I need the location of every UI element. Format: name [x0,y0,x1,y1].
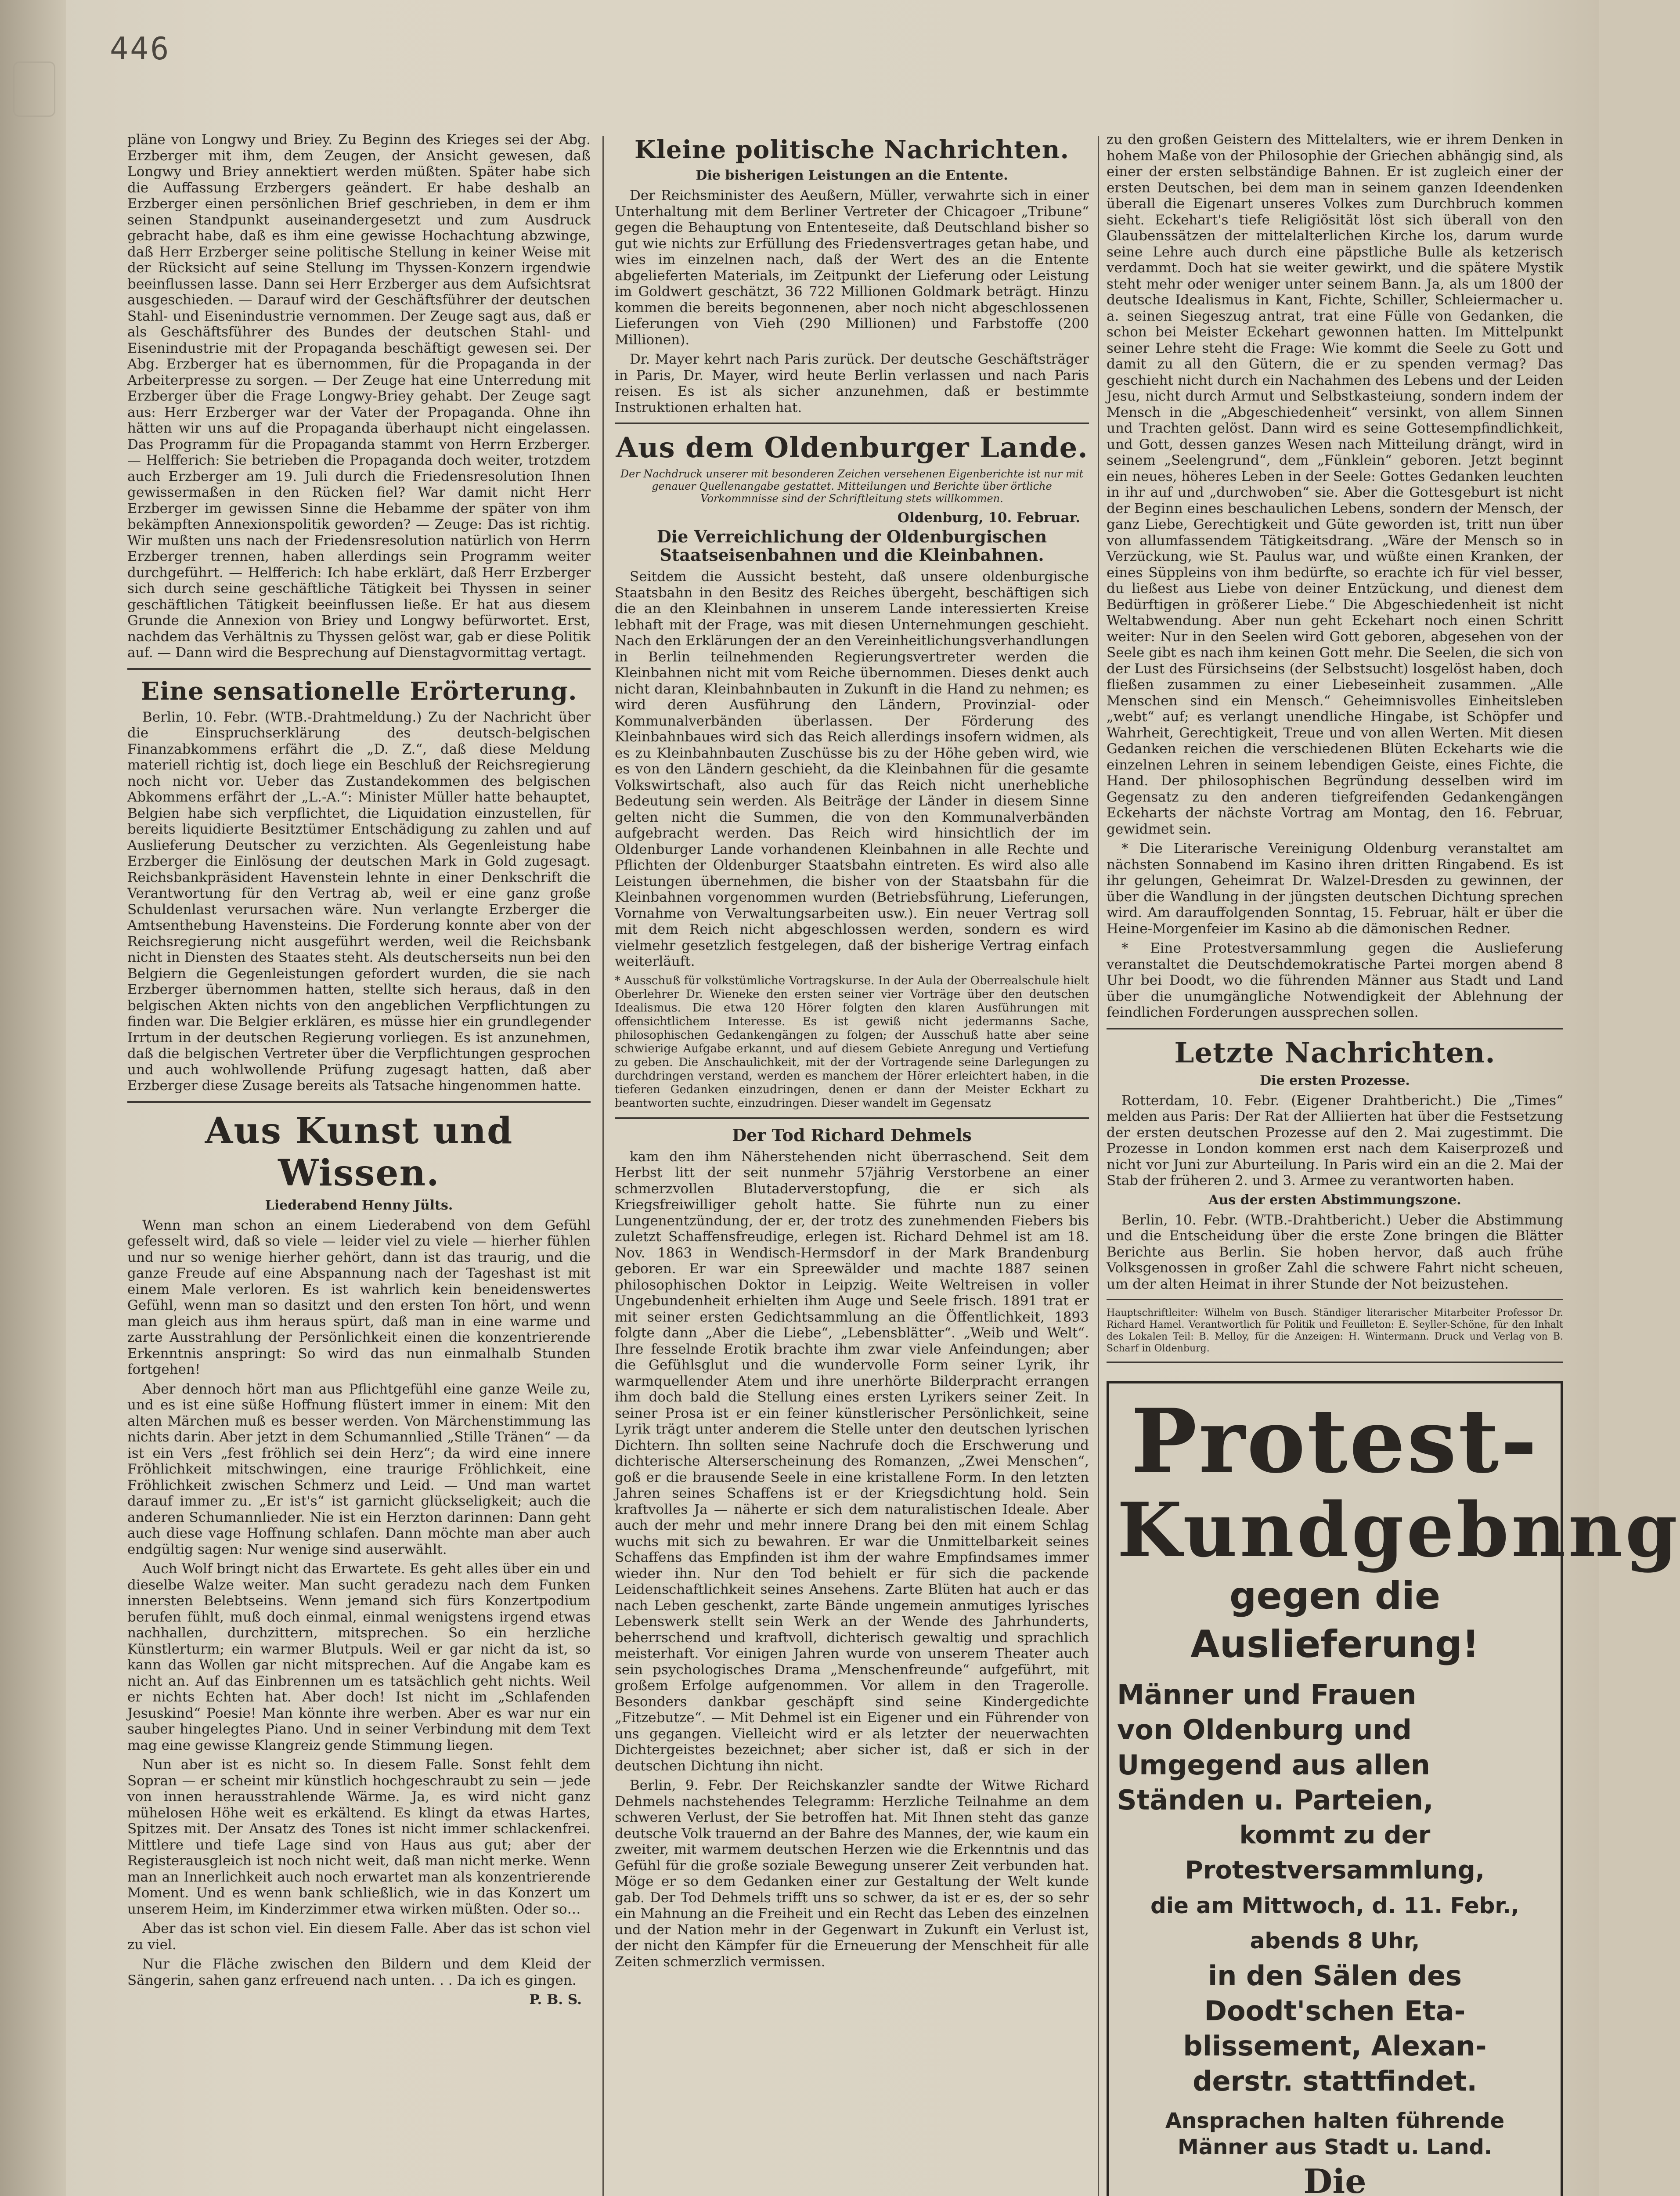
column-1 [127,132,591,2196]
oldenburg-footnote: * Ausschuß für volkstümliche Vortragskurse. In der Aula der Oberrealschule hielt Oberlehrer Dr. Wieneke den ersten seiner vier Vorträge über den deutschen Idealismus. Die etwa 120 Hörer folgten den klaren Ausführungen mit offensichtlichem Interesse. Es ist gewiß nicht jedermanns Sache, philosophischen Gedankengängen zu folgen; der Ausschuß hatte aber seine schwierige Aufgabe erkannt, und auf diesem Gebiete Anregung und Vertiefung zu geben. Die Anschaulichkeit, mit der der Vortragende seine Darlegungen zu durchdringen verstand, werden es manchem der Hörer erleichtert haben, in die tieferen Gedanken einzudringen, denen er dann der Meister Eckhart zu beantworten suchte, einzudringen. Dieser wandelt im Gegensatz [615,974,1089,1110]
kunst-headline: Aus Kunst und Wissen. [205,1109,513,1194]
ad-line: Doodt'schen Eta- [1204,1995,1466,2027]
oldenburg-paragraph: Seitdem die Aussicht besteht, daß unsere oldenburgische Staatsbahn in den Besitz des Reiches übergeht, beschäftigen sich die an den Kleinbahnen in unserem Lande interessierten Kreise lebhaft mit der Frage, was mit diesen Unternehmungen geschieht. Nach den Erklärungen der an den Vereinheitlichungsverhandlungen in Berlin teilnehmenden Regierungsvertreter werden die Kleinbahnen nicht mit vom Reiche übernommen. Dieses denkt auch nicht daran, Kleinbahnbauten in Zukunft in die Hand zu nehmen; es wird deren Ausführung den Ländern, Provinzial- oder Kommunalverbänden überlassen. Der Förderung des Kleinbahnbaues wird sich das Reich allerdings insofern widmen, als es zu Kleinbahnbauten Zuschüsse bis zu der Höhe geben wird, wie es von den Ländern geschieht, da die Kleinbahnen für die gesamte Volkswirtschaft, also auch für das Reich nicht unerhebliche Bedeutung sein werden. Als Beiträge der Länder in diesem Sinne gelten nicht die Summen, die von den Kommunalverbänden aufgebracht werden. Das Reich wird hinsichtlich der im Oldenburger Lande vorhandenen Kleinbahnen in alle Rechte und Pflichten der Oldenburger Staatsbahn eintreten. Es wird also alle Leistungen übernehmen, die bisher von der Staatsbahn für die Kleinbahnen vorgenommen wurden (Betriebsführung, Lieferungen, Vornahme von Verwaltungsarbeiten usw.). Ein neuer Vertrag soll mit dem Reich nicht abgeschlossen werden, sondern es wird vielmehr gesetzlich festgelegen, daß der bisherige Vertrag einfach weiterläuft. [615,569,1089,969]
kunst-paragraph: Wenn man schon an einem Liederabend von dem Gefühl gefesselt wird, daß so viele — leider viel zu viele — hierher fühlen und nur so wenige hierher gehört, dann ist das traurig, und die ganze Freude auf eine Abspannung nach der Tageshast ist mit einem Male verloren. Es ist wahrlich kein beneidenswertes Gefühl, wenn man so dasitzt und den ersten Ton hört, und wenn man gleich aus ihm heraus spürt, daß man in eine warme und zarte Ausstrahlung der Persönlichkeit einen die konzentrierende Erkenntnis anspringt: So wird das nun einmalhalb Stunden fortgehen! [127,1217,591,1377]
protest-advertisement [1107,1381,1680,2196]
column-rule-1 [602,136,604,2196]
ad-title-line2: Kundgebnng [1117,1486,1680,1574]
kunst-paragraph: Aber dennoch hört man aus Pflichtgefühl eine ganze Weile zu, und es ist eine süße Hoffnung flüstert immer in einem: Mit den alten Märchen muß es besser werden. Von Märchenstimmung las nichts darin. Aber jetzt in dem Schumannlied „Stille Tränen“ — da ist ein Vers „fest fröhlich sei dein Herz“; da wird eine innere Fröhlichkeit mitschwingen, eine traurige Fröhlichkeit, eine Fröhlichkeit zwischen Schmerz und Leid. — Und man wartet darauf immer zu. „Er ist's“ ist garnicht glückseligkeit; auch die anderen Schumannlieder. Nie ist ein Herzton darinnen: Dann geht auch diese vage Hoffnung schlafen. Dann möchte man aber auch endgültig sagen: Nur wenige sind auserwählt. [127,1381,591,1557]
kleine-headline: Kleine politische Nachrichten. [635,135,1069,164]
section-divider [1107,1028,1563,1029]
ad-title-line1: Protest- [1131,1390,1539,1493]
letzte-subtitle: Die ersten Prozesse. [1260,1073,1410,1088]
letzte-headline: Letzte Nachrichten. [1174,1036,1496,1069]
notice-paragraph: * Eine Protestversammlung gegen die Auslieferung veranstaltet die Deutschdemokratische Partei morgen abend 8 Uhr bei Doodt, wo die führenden Männer aus Stadt und Land über die unumgängliche Notwendigkeit der Ablehnung der feindlichen Forderungen aussprechen sollen. [1107,940,1563,1020]
kunst-paragraph: Aber das ist schon viel. Ein diesem Falle. Aber das ist schon viel zu viel. [127,1921,591,1953]
kleine-paragraph: Der Reichsminister des Aeußern, Müller, verwahrte sich in einer Unterhaltung mit dem Berliner Vertreter der Chicagoer „Tribune“ gegen die Behauptung von Ententeseite, daß Deutschland bisher so gut wie nichts zur Erfüllung des Friedensvertrages getan habe, und wies im einzelnen nach, daß der Wert des an die Entente abgelieferten Materials, im Zeitpunkt der Lieferung oder Leistung im Goldwert geschätzt, 36 722 Millionen Goldmark beträgt. Hinzu kommen die bereits begonnenen, aber noch nicht abgeschlossenen Lieferungen von Vieh (290 Millionen) und Farbstoffe (200 Millionen). [615,188,1089,348]
ad-line: blissement, Alexan- [1183,2030,1487,2062]
ad-speakers: Ansprachen halten führende Männer aus Stadt u. Land. [1165,2109,1505,2160]
oldenburg-headline: Aus dem Oldenburger Lande. [616,431,1088,464]
dehmel-paragraph: Berlin, 9. Febr. Der Reichskanzler sandte der Witwe Richard Dehmels nachstehendes Telegramm: Herzliche Teilnahme an dem schweren Verlust, der Sie betroffen hat. Mit Ihnen steht das ganze deutsche Volk trauernd an der Bahre des Mannes, der, wie kaum ein zweiter, mit warmem deutschen Herzen wie die Erkenntnis und das Gefühl für die große soziale Bewegung unserer Zeit verbunden hat. Möge er so dem Gedanken einer zur Gestaltung der Welt kunde gab. Der Tod Dehmels trifft uns so schwer, da ist er es, der so sehr ein Mahnung an die Freiheit und ein Recht das Leben des einzelnen und der Nation mehr in der Gegenwart in Zukunft ein Verlust ist, der nicht den Kämpfer für die Erneuerung der Menschheit für alle Zeiten schmerzlich vermissen. [615,1777,1089,1970]
kleine-intro: Die bisherigen Leistungen an die Entente. [696,168,1008,183]
letzte-paragraph: Berlin, 10. Febr. (WTB.-Drahtbericht.) Ueber die Abstimmung und die Entscheidung über die erste Zone bringen die Blätter Berichte aus Berlin. Sie hoben hervor, daß auch frühe Volksgenossen in großer Zahl die schwere Fahrt nicht scheuen, um der alten Heimat in ihrer Stunde der Not beizustehen. [1107,1212,1563,1292]
ad-line: Ständen u. Parteien, [1117,1784,1434,1816]
ad-line: Umgegend aus allen [1117,1749,1430,1781]
kunst-paragraph: Nur die Fläche zwischen den Bildern und dem Kleid der Sängerin, sahen ganz erfreuend nach unten. . . Da ich es gingen. [127,1956,591,1988]
imprint: Hauptschriftleiter: Wilhelm von Busch. Ständiger literarischer Mitarbeiter Professor Dr. Richard Hamel. Verantwortlich für Politik und Feuilleton: E. Seyller-Schöne, für den Inhalt des Lokalen Teil: B. Melloy, für die Anzeigen: H. Wintermann. Druck und Verlag von B. Scharf in Oldenburg. [1107,1307,1563,1354]
dehmel-paragraph: kam den ihm Näherstehenden nicht überraschend. Seit dem Herbst litt der seit nunmehr 57jährig Verstorbene an einer schmerzvollen Blutaderverstopfung, die er sich als Kriegsfreiwilliger geholt hatte. Sie führte nun zu einer Lungenentzündung, der er, der trotz des zunehmenden Fiebers bis zuletzt Schaffensfreudige, erlegen ist. Richard Dehmel ist am 18. Nov. 1863 in Wendisch-Hermsdorf in der Mark Brandenburg geboren. Er war ein Spreewälder und machte 1887 seinen philosophischen Doktor in Leipzig. Weite Weltreisen in voller Ungebundenheit erhielten ihm Auge und Seele frisch. 1891 trat er mit seiner ersten Gedichtsammlung an die Öffentlichkeit, 1893 folgte dann „Aber die Liebe“, „Lebensblätter“. „Weib und Welt“. Ihre fesselnde Erotik brachte ihm zwar viele Anfeindungen; aber die Gefühlsglut und die wundervolle Form seiner Lyrik, ihr warmquellender Atem und ihre unerhörte Bilderpracht errangen ihm doch bald die Stellung eines ersten Lyrikers seiner Zeit. In seiner Prosa ist er ein feiner künstlerischer Persönlichkeit, seine Lyrik trägt unter anderem die Stelle unter den deutschen lyrischen Dichtern. Ihn sollten seine Nachrufe doch die Erschwerung und dichterische Alterserscheinung des Romanzen, „Zwei Menschen“, goß er die brausende Seele in eine kristallene Form. In den letzten Jahren seines Schaffens ist er der Kriegsdichtung hold. Sein kraftvolles Ja — näherte er sich dem naturalistischen Ideale. Aber auch der mehr und mehr innere Drang bei den mit einem Schlag wuchs mit sich zu bewahren. Er war die Unmittelbarkeit seines Schaffens das Empfinden ist ihm der wahre Empfindsames immer wieder ihn. Nur den Tod behielt er für sich die packende Leidenschaftlichkeit seines Ansehens. Zarte Blüten hat auch er das nach Leben geschenkt, zarte Bände ungemein anmutiges lyrisches Lebenswerk stellt sein Werk an der Wende des Jahrhunderts, beherrschend und kraftvoll, dichterisch gewaltig und sprachlich meisterhaft. Vor einigen Jahren wurde von unserem Theater auch sein psychologisches Drama „Menschenfreunde“ aufgeführt, mit großem Erfolge aufgenommen. Vor allem in den Tragerolle. Besonders dankbar geschäpft sind seine Kindergedichte „Fitzebutze“. — Mit Dehmel ist ein Eigener und ein Führender von uns gegangen. Vielleicht wird er als letzter der neuerwachten Dichtergeistes bezeichnet; aber sicher ist, daß er sich in der deutschen Dichtung ihn nicht. [615,1149,1089,1774]
oldenburg-subheadline: Die Verreichlichung der Oldenburgischen Staatseisenbahnen und die Kleinbahnen. [656,527,1047,565]
ad-line: Männer und Frauen [1117,1679,1417,1711]
column-2 [615,132,1089,2196]
ad-line: in den Sälen des [1208,1960,1462,1992]
kunst-paragraph: Auch Wolf bringt nicht das Erwartete. Es geht alles über ein und dieselbe Walze weiter. Man sucht geradezu nach dem Funken innersten Belebtseins. Wenn jemand sich fürs Konzertpodium berufen fühlt, muß doch einmal, einmal wenigstens irgend etwas nachhallen, durchzittern, mitsprechen. So ein herzliche Künstlerturm; ein warmer Blutpuls. Weil er gar nicht da ist, so kann das Wollen gar nicht mitsprechen. Auf die Angabe kam es nicht an. Auf das Einbrennen um es tatsächlich geht nichts. Weil er nichts Echten hat. Aber doch! Ist nicht im „Schlafenden Jesuskind“ Poesie! Man könnte ihre werben. Aber es war nur ein sauber hingelegtes Piano. Und in seiner Verbindung mit dem Text mag eine gewisse Klangreiz gende Stimmung liegen. [127,1561,591,1753]
section-divider [1107,1299,1563,1300]
column-rule-2 [1098,136,1099,2196]
notice-paragraph: * Die Literarische Vereinigung Oldenburg veranstaltet am nächsten Sonnabend im Kasino ihren dritten Ringabend. Es ist ihr gelungen, Geheimrat Dr. Walzel-Dresden zu gewinnen, der über die Wandlung in der jüngsten deutschen Dichtung sprechen wird. Am darauffolgenden Sonntag, 15. Februar, hält er über die Heine-Morgenfeier im Kasino ab die dämonischen Redner. [1107,841,1563,937]
ad-title-line3: gegen die Auslieferung! [1190,1574,1479,1666]
dehmel-headline: Der Tod Richard Dehmels [732,1125,972,1145]
section-divider [127,1101,591,1103]
ad-line: von Oldenburg und [1117,1714,1412,1746]
oldenburg-dateline: Oldenburg, 10. Februar. [897,510,1080,526]
oldenburg-intro: Der Nachdruck unserer mit besonderen Zeichen versehenen Eigenberichte ist nur mit genauer Quellenangabe gestattet. Mitteilungen und Berichte über örtliche Vorkommnisse sind der Schriftleitung stets willkommen. [620,468,1084,505]
kunst-paragraph: Nun aber ist es nicht so. In diesem Falle. Sonst fehlt dem Sopran — er scheint mir künstlich hochgeschraubt zu sein — jede von innen herausstrahlende Wärme. Ja, es wird nicht ganz mühelosen Höhe weit es erkältend. Es klingt da etwas Hartes, Spitzes mit. Der Ansatz des Tones ist nicht immer schlackenfrei. Mittlere und tiefe Lage sind von Haus aus gut; aber der Registerausgleich ist noch nicht weit, daß man nicht merke. Wenn man an Innerlichkeit auch noch erwartet man als konzentrierende Moment. Und es wenn bank schließlich, wie in das Konzert um unserem Heim, im Kinderzimmer etwa wirken müßten. Oder so… [127,1757,591,1917]
section-divider [127,668,591,670]
kunst-signature: P. B. S. [529,1992,582,2008]
column-3 [1107,132,1680,2196]
sensation-headline: Eine sensationelle Erörterung. [141,676,577,706]
letzte-paragraph: Rotterdam, 10. Febr. (Eigener Drahtbericht.) Die „Times“ melden aus Paris: Der Rat der Alliierten hat über die Festsetzung der ersten deutschen Prozesse auf den 2. Mai zugestimmt. Die Prozesse in London kommen erst nach dem Kaiserprozeß und nicht vor Juni zur Aburteilung. In Paris wird ein an die 2. Mai der Stab der früheren 2. und 3. Armee zu verantworten haben. [1107,1092,1563,1188]
article-continuation: pläne von Longwy und Briey. Zu Beginn des Krieges sei der Abg. Erzberger mit ihm, dem Zeugen, der Ansicht gewesen, daß Longwy und Briey annektiert werden müßten. Später habe sich die Auffassung Erzbergers geändert. Er habe deshalb an Erzberger einen persönlichen Brief geschrieben, in dem er ihm seinen Standpunkt auseinandergesetzt und zum Ausdruck gebracht habe, daß es ihm eine gewisse Hochachtung abzwinge, daß Herr Erzberger seine politische Stellung in keiner Weise mit der Rücksicht auf seine Stellung im Thyssen-Konzern irgendwie beeinflussen lasse. Dann sei Herr Erzberger aus dem Aufsichtsrat ausgeschieden. — Darauf wird der Geschäftsführer der deutschen Stahl- und Eisenindustrie vernommen. Der Zeuge sagt aus, daß er als Geschäftsführer des Bundes der deutschen Stahl- und Eisenindustrie mit der Propaganda beschäftigt gewesen sei. Der Abg. Erzberger hat es übernommen, für die Propaganda in der Arbeiterpresse zu sorgen. — Der Zeuge hat eine Unterredung mit Erzberger über die Frage Longwy-Briey gehabt. Der Zeuge sagt aus: Herr Erzberger war der Vater der Propaganda. Ohne ihn hätten wir uns auf die Propaganda überhaupt nicht eingelassen. Das Programm für die Propaganda stammt von Herrn Erzberger. — Helfferich: Sie betrieben die Propaganda doch weiter, trotzdem auch Erzberger am 19. Juli durch die Friedensresolution Ihnen gewissermaßen in den Rücken fiel? War damit nicht Herr Erzberger im gewissen Sinne die Hebamme der später von ihm bekämpften Annexionspolitik geworden? — Zeuge: Das ist richtig. Wir mußten uns nach der Friedensresolution natürlich von Herrn Erzberger trennen, haben allerdings sein Programm weiter durchgeführt. — Helfferich: Ich habe erklärt, daß Herr Erzberger sich durch seine geschäftliche Tätigkeit bei Thyssen in seiner geschäftlichen Tätigkeit beeinflussen ließe. Er hat aus diesem Grunde die Annexion von Briey und Longwy befürwortet. Erst, nachdem das Verhältnis zu Thyssen gelöst war, gab er diese Politik auf. — Dann wird die Besprechung auf Dienstagvormittag vertagt. [127,132,591,661]
letzte-subheading: Aus der ersten Abstimmungszone. [1208,1192,1461,1208]
ad-body [1117,1677,1553,2099]
ad-party: Die [1303,2162,1366,2196]
kleine-paragraph: Dr. Mayer kehrt nach Paris zurück. Der deutsche Geschäftsträger in Paris, Dr. Mayer, wird heute Berlin verlassen und nach Paris reisen. Es ist als sicher anzunehmen, daß er bestimmte Instruktionen erhalten hat. [615,351,1089,415]
library-stamp [13,61,55,117]
sensation-paragraph: Berlin, 10. Febr. (WTB.-Drahtmeldung.) Zu der Nachricht über die Einspruchserklärung des deutsch-belgischen Finanzabkommens erfährt die „D. Z.“, daß diese Meldung materiell richtig ist, doch liege ein Beschluß der Reichsregierung noch nicht vor. Ueber das Zustandekommen des belgischen Abkommens erfährt der „L.-A.“: Minister Müller hatte behauptet, Belgien habe sich verpflichtet, die Liquidation einzustellen, für bereits liquidierte Besitztümer Entschädigung zu zahlen und auf Auslieferung Deutscher zu verzichten. Als Gegenleistung habe Erzberger die Einlösung der deutschen Mark in Gold zugesagt. Reichsbankpräsident Havenstein lehnte in einer Denkschrift die Verantwortung für den Vertrag ab, weil er eine ganz große Schuldenlast verursachen wäre. Nun verlangte Erzberger die Amtsenthebung Havensteins. Die Forderung konnte aber von der Reichsregierung nicht ausgeführt werden, weil die Reichsbank nicht in Diensten des Staates steht. Als deutscherseits nun bei den Belgiern die Gegenleistungen gefordert wurden, die sie nach Erzberger übernommen hatten, stellte sich heraus, daß in den belgischen Akten nichts von den angeblichen Verpflichtungen zu finden war. Die Belgier erklären, es müsse hier ein grundlegender Irrtum in der deutschen Regierung vorliegen. Es ist anzunehmen, daß die belgischen Vertreter über die Verpflichtungen gesprochen und auch wohlwollende Prüfung zugesagt hatten, daß aber Erzberger diese Zusage bereits als Tatsache hingenommen hatte. [127,709,591,1094]
binding-edge [0,0,66,2196]
section-divider [615,423,1089,424]
page-number: 446 [110,31,171,67]
ad-line: derstr. stattfindet. [1193,2065,1477,2097]
section-divider [615,1117,1089,1119]
article-continuation: zu den großen Geistern des Mittelalters, wie er ihrem Denken in hohem Maße von der Philosophie der Griechen abhängig sind, als einer der ersten selbständige Bahnen. Er ist zugleich einer der ersten Deutschen, bei dem man in seinem ganzen Ideendenken überall die Eigenart unseres Volkes zum Durchbruch kommen sieht. Eckehart's tiefe Religiösität löst sich überall von den Glaubenssätzen der mittelalterlichen Kirche los, darum wurde seine Lehre auch durch eine päpstliche Bulle als ketzerisch verdammt. Doch hat sie weiter gewirkt, und die spätere Mystik steht mehr oder weniger unter seinem Bann. Ja, als um 1800 der deutsche Idealismus in Kant, Fichte, Schiller, Schleiermacher u. a. seinen Siegeszug antrat, trat eine Fülle von Gedanken, die schon bei Meister Eckehart gewonnen hatten. Im Mittelpunkt seiner Lehre steht die Frage: Wie kommt die Seele zu Gott und damit zu all den Gütern, die er zu spenden vermag? Das geschieht nicht durch ein Nachahmen des Lebens und der Leiden Jesu, nicht durch Armut und Selbstkasteiung, sondern indem der Mensch in die „Abgeschiedenheit“ versinkt, von allem Sinnen und Trachten gelöst. Dann wird es seine Gottesempfindlichkeit, und Gott, dessen ganzes Wesen nach Mitteilung drängt, wird in seinem „Seelengrund“, dem „Fünklein“ geboren. Jetzt beginnt ein neues, höheres Leben in der Seele: Gottes Gedanken leuchten in ihr auf und „durchwoben“ sie. Aber die Gottesgeburt ist nicht der Beginn eines beschaulichen Lebens, sondern der Mensch, der ganz Liebe, Gerechtigkeit und Güte geworden ist, tritt nun über von allumfassendem Tätigkeitsdrang. „Wäre der Mensch so in Verzückung, wie St. Paulus war, und wüßte einen Kranken, der eines Süppleins von ihm bedürfte, so erachte ich für viel besser, du ließest aus Liebe von deiner Entzückung, und dienest dem Bedürftigen in größerer Liebe.“ Die Abgeschiedenheit ist nicht Weltabwendung. Aber nun geht Eckehart noch einen Schritt weiter: Nur in den Seelen wird Gott geboren, abgesehen von der Seele gibt es nach ihm keinen Gott mehr. Die Seelen, die sich von der Lust des Fürsichseins (der Selbstsucht) losgelöst haben, doch fließen zusammen zu einer Liebeseinheit zusammen. „Alle Menschen sind ein Mensch.“ Geheimnisvolles Einheitsleben „webt“ auf; es verlangt unendliche Hingabe, ist Schöpfer und Wahrheit, Gerechtigkeit, Treue und von allen Werten. Mit diesen Gedanken reichen die verschiedenen Blüten Eckeharts wie die einzelnen Lehren in seinem lebendigen Geiste, eines Fichte, die Hand. Der philosophischen Begründung desselben wird im Gegensatz zu den anderen tiefgreifenden Gedankengängen Eckeharts der nächste Vortrag am Montag, den 16. Februar, gewidmet sein. [1107,132,1563,837]
ad-line: kommt zu der Protestversammlung, [1185,1821,1485,1885]
ad-line: die am Mittwoch, d. 11. Febr., abends 8 Uhr, [1150,1893,1519,1954]
section-divider [1107,1362,1563,1363]
kunst-subtitle: Liederabend Henny Jülts. [265,1197,453,1213]
